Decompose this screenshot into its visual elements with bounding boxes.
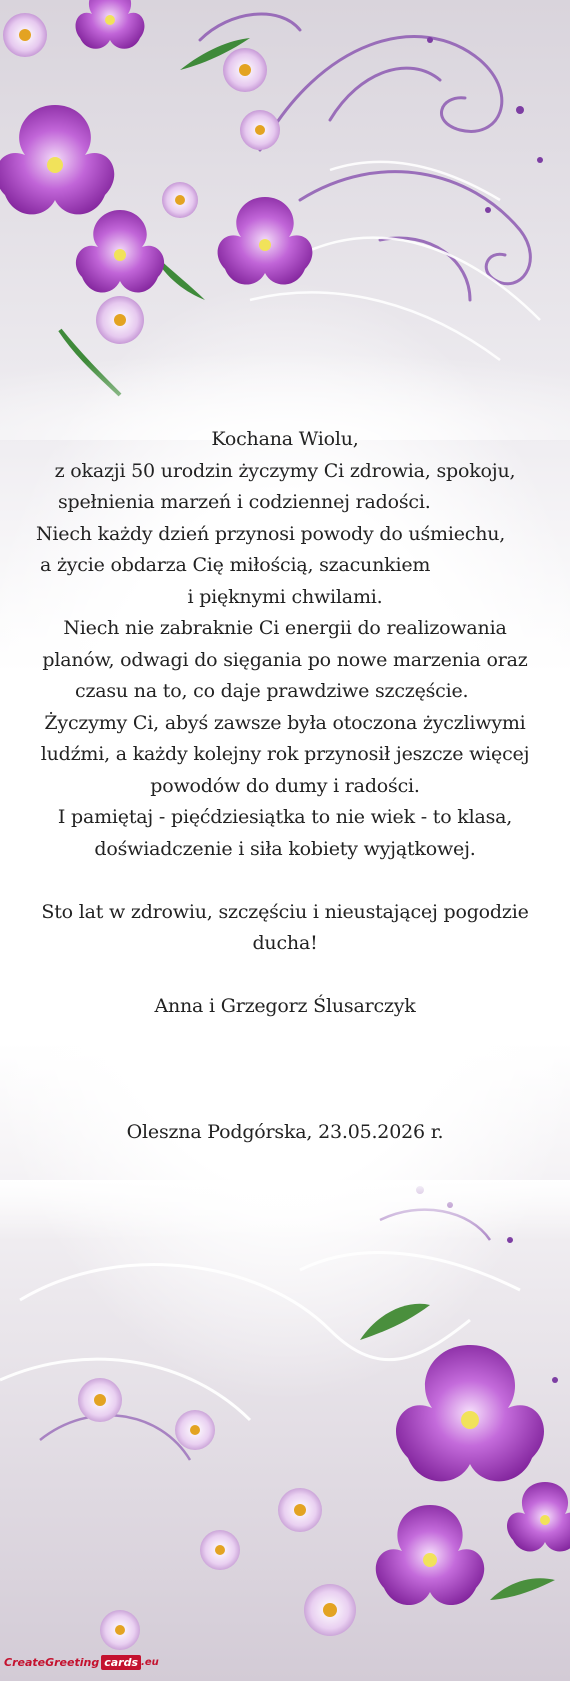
blank-line bbox=[0, 960, 570, 992]
message-line: spełnienia marzeń i codziennej radości. bbox=[58, 491, 431, 513]
logo-text: cards bbox=[101, 1655, 141, 1670]
message-line: czasu na to, co daje prawdziwe szczęście. bbox=[75, 680, 469, 702]
message-line: powodów do dumy i radości. bbox=[150, 774, 420, 797]
message-line: Sto lat w zdrowiu, szczęściu i nieustającej pogodzie bbox=[41, 900, 529, 923]
signature: Anna i Grzegorz Ślusarczyk bbox=[154, 995, 416, 1017]
message-line: Życzymy Ci, abyś zawsze była otoczona życzliwymi bbox=[44, 711, 526, 734]
message-line: Niech każdy dzień przynosi powody do uśmiechu, bbox=[36, 522, 506, 545]
createGreetingCards-logo[interactable] bbox=[4, 1647, 159, 1677]
greeting-salutation: Kochana Wiolu, bbox=[211, 428, 359, 450]
blank-line bbox=[0, 1054, 570, 1086]
message-line: i pięknymi chwilami. bbox=[187, 585, 383, 608]
message-line: z okazji 50 urodzin życzymy Ci zdrowia, spokoju, bbox=[54, 459, 516, 482]
bottom-floral-decoration bbox=[0, 1180, 570, 1681]
message-line: ludźmi, a każdy kolejny rok przynosił jeszcze więcej bbox=[40, 743, 530, 765]
message-line: doświadczenie i siła kobiety wyjątkowej. bbox=[94, 837, 476, 860]
message-line: planów, odwagi do sięgania po nowe marzenia oraz bbox=[42, 648, 528, 671]
message-line: ducha! bbox=[252, 932, 318, 954]
blank-line bbox=[0, 865, 570, 897]
greeting-message bbox=[0, 424, 570, 1149]
top-floral-decoration bbox=[0, 0, 570, 440]
blank-line bbox=[0, 1023, 570, 1055]
message-line: Niech nie zabraknie Ci energii do realizowania bbox=[63, 617, 507, 639]
logo-text: .eu bbox=[141, 1656, 159, 1668]
place-and-date: Oleszna Podgórska, 23.05.2026 r. bbox=[126, 1121, 444, 1143]
blank-line bbox=[0, 1086, 570, 1118]
message-line: a życie obdarza Cię miłością, szacunkiem bbox=[40, 554, 431, 576]
message-line: I pamiętaj - pięćdziesiątka to nie wiek - to klasa, bbox=[57, 806, 513, 828]
logo-text: CreateGreeting bbox=[4, 1655, 100, 1669]
